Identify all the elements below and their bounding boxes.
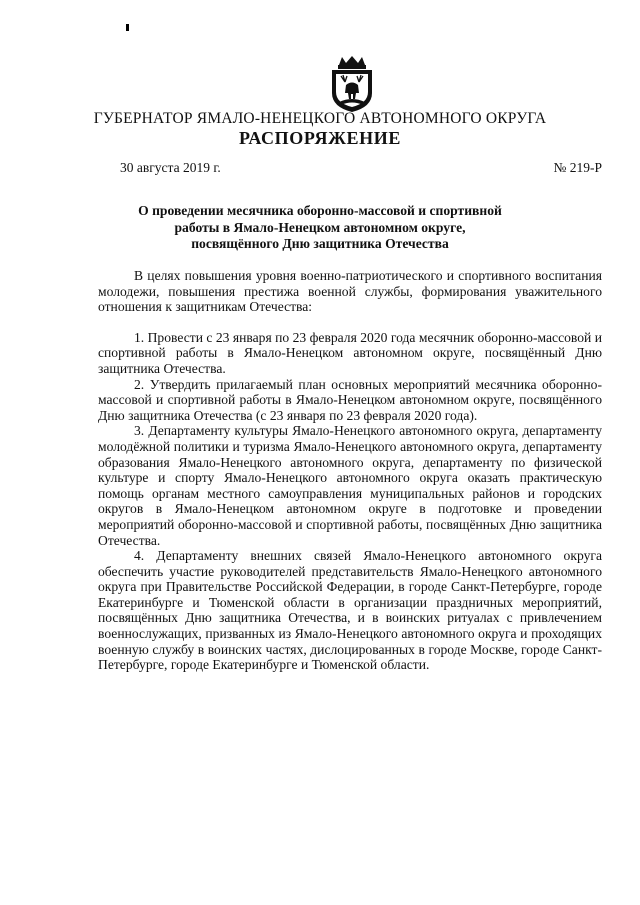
scan-mark: [126, 24, 129, 31]
document-body: [98, 268, 602, 673]
subject-line: О проведении месячника оборонно-массовой и спортивной: [138, 203, 502, 218]
order-item-3: 3. Департаменту культуры Ямало-Ненецкого автономного округа, департаменту молодёжной политики и туризма Ямало-Ненецкого автономного округа, департаменту образования Ямало-Ненецкого автономного округа, департаменту по физической культуре и спорту Ямало-Ненецкого автономного округа оказать практическую помощь органам местного самоуправления муниципальных районов и городских округов в Ямало-Ненецком автономном округе в подготовке и проведении мероприятий оборонно-массовой и спортивной работы, посвящённых Дню защитника Отечества.: [98, 423, 602, 548]
authority-title: ГУБЕРНАТОР ЯМАЛО-НЕНЕЦКОГО АВТОНОМНОГО ОКРУГА: [93, 110, 547, 127]
preamble-paragraph: В целях повышения уровня военно-патриотического и спортивного воспитания молодежи, повышения престижа военной службы, формирования уважительного отношения к защитникам Отечества:: [98, 268, 602, 315]
order-item-2: 2. Утвердить прилагаемый план основных мероприятий месячника оборонно-массовой и спортивной работы в Ямало-Ненецком автономном округе, посвящённого Дню защитника Отечества (с 23 января по 23 февраля 2020 года).: [98, 376, 602, 423]
order-item-1: 1. Провести с 23 января по 23 февраля 2020 года месячник оборонно-массовой и спортивной работы в Ямало-Ненецком автономном округе, посвящённый Дню защитника Отечества.: [98, 329, 602, 376]
document-number: № 219-Р: [553, 160, 602, 175]
document-subject: [0, 203, 640, 253]
document-date: 30 августа 2019 г.: [120, 160, 221, 175]
order-item-4: 4. Департаменту внешних связей Ямало-Ненецкого автономного округа обеспечить участие руководителей представительств Ямало-Ненецкого автономного округа при Правительстве Российской Федерации, в городе Санкт-Петербурге, городе Екатеринбурге и Тюменской области в организации праздничных мероприятий, посвящённых Дню защитника Отечества, и в воинских ритуалах с привлечением военнослужащих, призванных из Ямало-Ненецкого автономного округа и проходящих военную службу в воинских частях, дислоцированных в городе Москве, городе Санкт-Петербурге, городе Екатеринбурге и Тюменской области.: [98, 548, 602, 673]
subject-line: посвящённого Дню защитника Отечества: [191, 236, 449, 251]
coat-of-arms-icon: [328, 55, 376, 113]
subject-line: работы в Ямало-Ненецком автономном округе,: [174, 219, 466, 235]
document-type-title: РАСПОРЯЖЕНИЕ: [239, 128, 401, 148]
